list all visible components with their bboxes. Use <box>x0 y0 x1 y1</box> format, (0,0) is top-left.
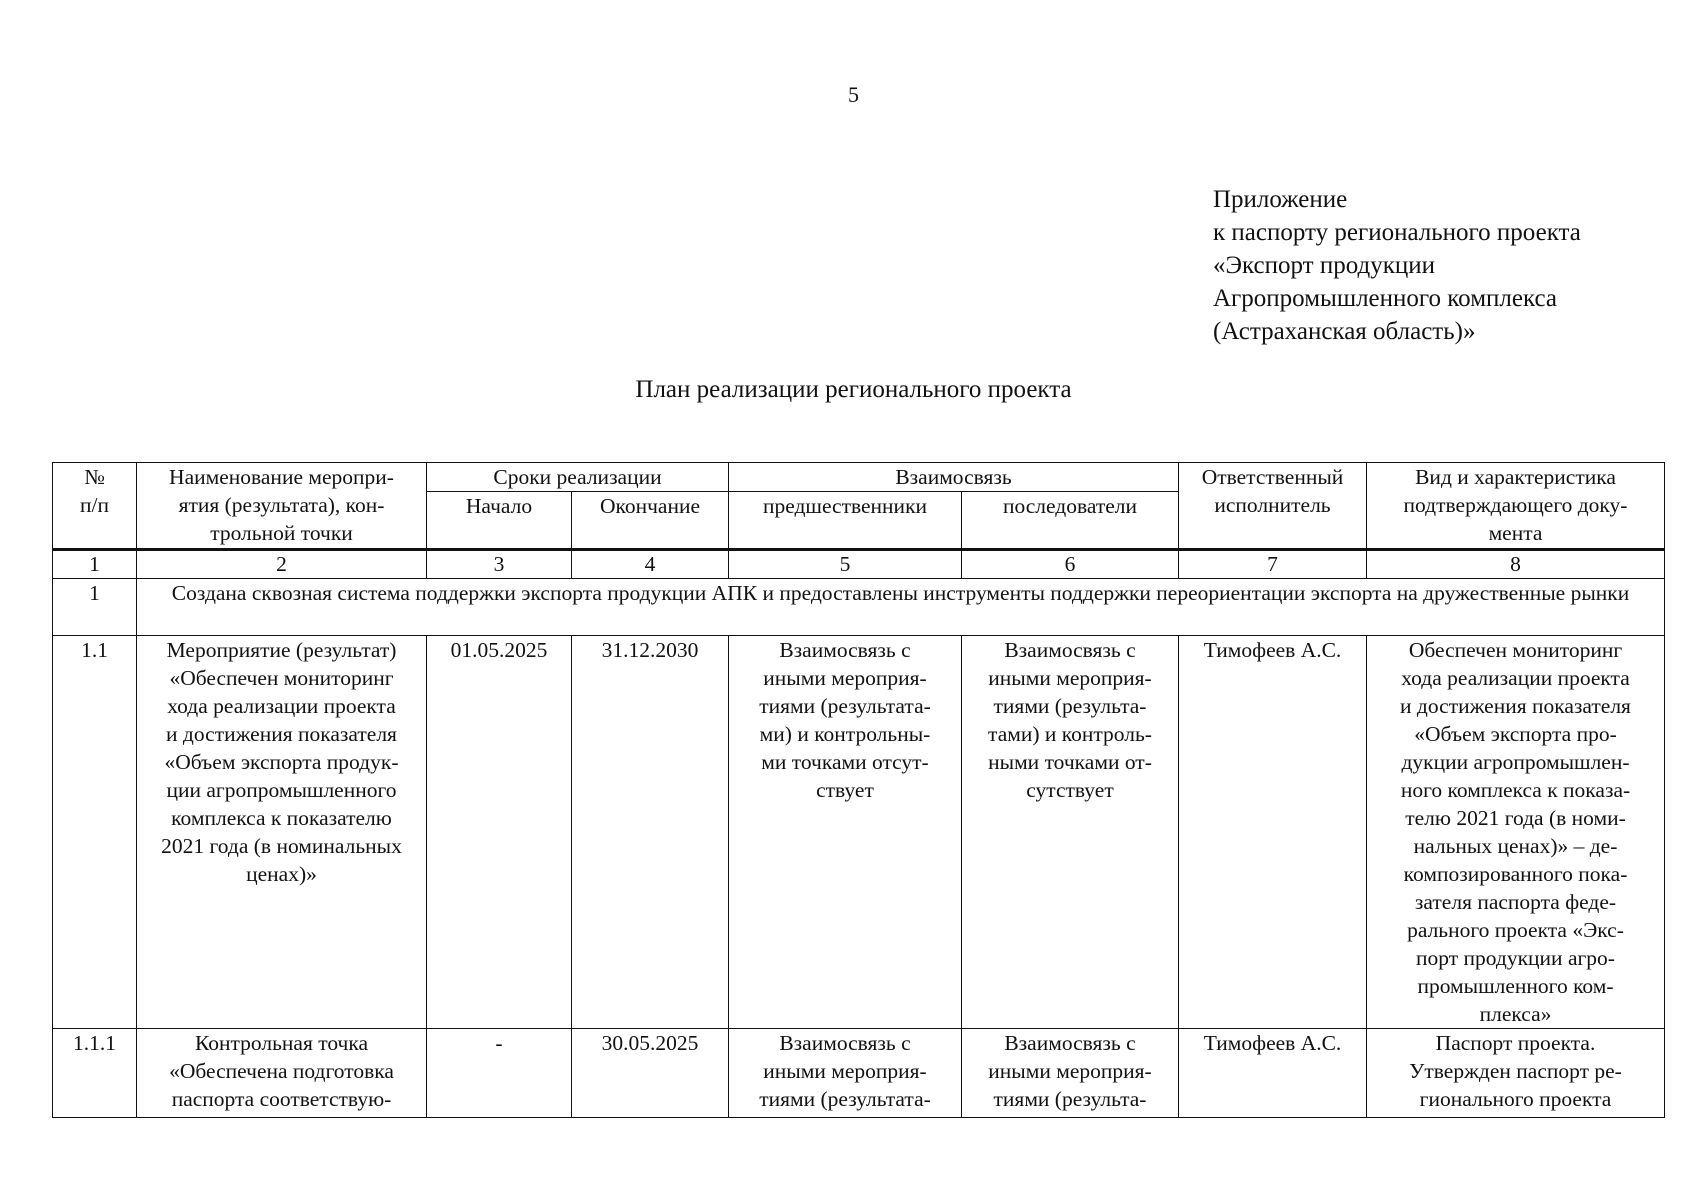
row-responsible: Тимофеев А.С. <box>1179 1029 1367 1118</box>
cell-line: 2021 года (в номинальных <box>161 834 402 858</box>
cell-line: рального проекта «Экс- <box>1407 918 1624 942</box>
table-row <box>53 1029 1665 1118</box>
header-terms: Сроки реализации <box>427 463 729 492</box>
cell-line: телю 2021 года (в номи- <box>1405 806 1626 830</box>
cell-line: и достижения показателя <box>166 722 397 746</box>
cell-line: хода реализации проекта <box>167 694 396 718</box>
cell-line: и достижения показателя <box>1400 694 1631 718</box>
row-successors <box>962 1029 1179 1118</box>
cell-line: Ответственный <box>1201 465 1344 489</box>
row-start: 01.05.2025 <box>427 636 572 1029</box>
column-number: 7 <box>1179 550 1367 579</box>
cell-line: тиями (результата- <box>759 1087 931 1111</box>
cell-line: «Объем экспорта продук- <box>164 750 399 774</box>
column-number: 6 <box>962 550 1179 579</box>
column-numbers-row <box>53 550 1665 579</box>
cell-line: ции агропромышленного <box>166 778 397 802</box>
cell-line: ятия (результата), кон- <box>178 493 385 517</box>
cell-line: дукции агропромышлен- <box>1401 750 1630 774</box>
cell-line: «Обеспечен мониторинг <box>169 666 394 690</box>
cell-line: Вид и характеристика <box>1415 465 1616 489</box>
cell-line: тиями (результа- <box>993 694 1147 718</box>
cell-line: зателя паспорта феде- <box>1414 890 1617 914</box>
row-num: 1.1 <box>53 636 137 1029</box>
page-title: План реализации регионального проекта <box>635 376 1072 403</box>
goal-num: 1 <box>53 579 137 636</box>
column-number: 2 <box>137 550 427 579</box>
cell-line: «Объем экспорта про- <box>1414 722 1617 746</box>
row-start: - <box>427 1029 572 1118</box>
row-responsible: Тимофеев А.С. <box>1179 636 1367 1029</box>
header-num <box>53 463 137 550</box>
cell-line: мента <box>1488 521 1543 545</box>
cell-line: иными мероприя- <box>988 666 1152 690</box>
header-successors: последователи <box>962 492 1179 550</box>
appendix-line: Агропромышленного комплекса <box>1213 285 1557 312</box>
column-number: 5 <box>729 550 962 579</box>
column-number: 1 <box>53 550 137 579</box>
header-doc <box>1367 463 1665 550</box>
cell-line: Взаимосвязь с <box>779 1031 911 1055</box>
appendix-line: (Астраханская область)» <box>1213 318 1476 345</box>
column-number: 3 <box>427 550 572 579</box>
cell-line: Взаимосвязь с <box>779 638 911 662</box>
cell-line: нальных ценах)» – де- <box>1413 834 1618 858</box>
cell-line: Взаимосвязь с <box>1004 1031 1136 1055</box>
row-doc <box>1367 1029 1665 1118</box>
cell-line: порт продукции агро- <box>1416 946 1615 970</box>
cell-line: подтверждающего доку- <box>1403 493 1628 517</box>
cell-line: Контрольная точка <box>194 1031 369 1055</box>
row-end: 31.12.2030 <box>572 636 729 1029</box>
cell-line: иными мероприя- <box>763 666 927 690</box>
row-predecessors <box>729 1029 962 1118</box>
appendix-note <box>1213 183 1581 348</box>
cell-line: ными точками от- <box>988 750 1152 774</box>
row-num: 1.1.1 <box>53 1029 137 1118</box>
cell-line: иными мероприя- <box>763 1059 927 1083</box>
cell-line: № <box>84 465 105 489</box>
cell-line: хода реализации проекта <box>1401 666 1630 690</box>
header-predecessors: предшественники <box>729 492 962 550</box>
cell-line: ценах)» <box>246 862 317 886</box>
cell-line: гионального проекта <box>1419 1087 1612 1111</box>
header-responsible <box>1179 463 1367 550</box>
cell-line: п/п <box>80 493 109 517</box>
header-relation: Взаимосвязь <box>729 463 1179 492</box>
cell-line: плекса» <box>1479 1002 1552 1026</box>
cell-line: Обеспечен мониторинг <box>1408 638 1623 662</box>
cell-line: тами) и контроль- <box>988 722 1152 746</box>
header-start: Начало <box>427 492 572 550</box>
row-end: 30.05.2025 <box>572 1029 729 1118</box>
table-row <box>53 636 1665 1029</box>
cell-line: паспорта соответствую- <box>171 1087 392 1111</box>
cell-line: «Обеспечена подготовка <box>169 1059 394 1083</box>
cell-line: Мероприятие (результат) <box>166 638 397 662</box>
cell-line: сутствует <box>1026 778 1114 802</box>
cell-line: ного комплекса к показа- <box>1400 778 1631 802</box>
row-name <box>137 1029 427 1118</box>
column-number: 8 <box>1367 550 1665 579</box>
cell-line: комплекса к показателю <box>171 806 392 830</box>
appendix-line: «Экспорт продукции <box>1213 252 1436 279</box>
cell-line: тиями (результа- <box>993 1087 1147 1111</box>
row-doc <box>1367 636 1665 1029</box>
cell-line: ствует <box>816 778 874 802</box>
cell-line: исполнитель <box>1214 493 1331 517</box>
page-number: 5 <box>848 82 859 107</box>
appendix-line: к паспорту регионального проекта <box>1213 219 1581 246</box>
cell-line: иными мероприя- <box>988 1059 1152 1083</box>
cell-line: промышленного ком- <box>1417 974 1614 998</box>
cell-line: композированного пока- <box>1403 862 1628 886</box>
row-successors <box>962 636 1179 1029</box>
header-name <box>137 463 427 550</box>
cell-line: Наименование меропри- <box>169 465 394 489</box>
plan-table <box>52 462 1665 1118</box>
row-name <box>137 636 427 1029</box>
cell-line: тиями (результата- <box>759 694 931 718</box>
cell-line: Взаимосвязь с <box>1004 638 1136 662</box>
header-end: Окончание <box>572 492 729 550</box>
goal-text: Создана сквозная система поддержки экспорта продукции АПК и предоставлены инструменты поддержки переориентации экспорта на дружественные рынки <box>137 579 1665 636</box>
column-number: 4 <box>572 550 729 579</box>
cell-line: Паспорт проекта. <box>1435 1031 1596 1055</box>
cell-line: ми точками отсут- <box>761 750 929 774</box>
cell-line: ми) и контрольны- <box>759 722 931 746</box>
appendix-line: Приложение <box>1213 186 1348 213</box>
cell-line: трольной точки <box>210 521 353 545</box>
cell-line: Утвержден паспорт ре- <box>1409 1059 1622 1083</box>
row-predecessors <box>729 636 962 1029</box>
